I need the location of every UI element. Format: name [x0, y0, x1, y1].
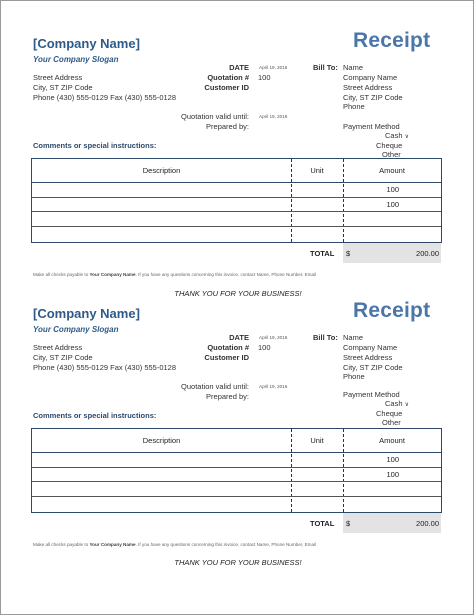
bill-to-company[interactable]: Company Name [343, 73, 398, 82]
quotation-value[interactable]: 100 [258, 343, 271, 352]
phone-fax[interactable]: Phone (430) 555-0129 Fax (430) 555-0128 [33, 363, 177, 372]
prepared-by-label: Prepared by: [206, 122, 249, 131]
unit-header: Unit [310, 436, 324, 445]
date-value[interactable]: April 19, 2016 [259, 335, 288, 340]
checks-note-post: . If you have any questions concerning this invoice, contact Name, Phone Number, Email [135, 272, 317, 277]
amount-header: Amount [379, 436, 405, 445]
payment-other[interactable]: Other [382, 150, 401, 159]
amount-cell[interactable]: 100 [386, 185, 399, 194]
quotation-value[interactable]: 100 [258, 73, 271, 82]
bill-to-phone[interactable]: Phone [343, 372, 365, 381]
valid-until-value[interactable]: April 19, 2016 [259, 114, 288, 119]
prepared-by-label: Prepared by: [206, 392, 249, 401]
column-divider [343, 429, 344, 512]
header-divider [32, 452, 441, 453]
payment-method-label: Payment Method [343, 122, 400, 131]
date-value[interactable]: April 19, 2016 [259, 65, 288, 70]
amount-cell[interactable]: 100 [386, 200, 399, 209]
description-header: Description [142, 166, 181, 175]
bill-to-label: Bill To: [313, 333, 338, 342]
thank-you-message: THANK YOU FOR YOUR BUSINESS! [174, 558, 302, 567]
payment-cash-label: Cash [385, 399, 403, 408]
payment-cheque[interactable]: Cheque [376, 409, 403, 418]
date-label: DATE [229, 63, 249, 72]
customer-id-label: Customer ID [204, 83, 249, 92]
row-divider [32, 481, 441, 482]
payment-cash[interactable] [385, 131, 409, 140]
total-value[interactable]: 200.00 [416, 519, 439, 528]
quotation-label: Quotation # [207, 73, 249, 82]
quotation-label: Quotation # [207, 343, 249, 352]
dropdown-arrow-icon[interactable]: ∨ [404, 402, 410, 408]
amount-header: Amount [379, 166, 405, 175]
checks-note-company: Your Company Name [89, 272, 136, 277]
total-currency: $ [346, 519, 351, 528]
checks-note-pre: Make all checks payable to [33, 272, 90, 277]
company-name[interactable]: [Company Name] [33, 306, 140, 321]
receipt-title: Receipt [353, 29, 431, 52]
checks-note-company: Your Company Name [89, 542, 136, 547]
thank-you-message: THANK YOU FOR YOUR BUSINESS! [174, 289, 302, 298]
description-header: Description [142, 436, 181, 445]
checks-note-pre: Make all checks payable to [33, 542, 90, 547]
city-state-zip[interactable]: City, ST ZIP Code [33, 83, 93, 92]
total-label: TOTAL [310, 519, 335, 528]
receipt-1 [1, 1, 474, 277]
company-slogan[interactable]: Your Company Slogan [33, 55, 119, 64]
column-divider [291, 159, 292, 242]
line-items-table [31, 158, 442, 243]
payment-cash[interactable] [385, 399, 409, 408]
valid-until-label: Quotation valid until: [181, 112, 249, 121]
column-divider [291, 429, 292, 512]
row-divider [32, 211, 441, 212]
payment-cash-label: Cash [385, 131, 403, 140]
bill-to-street[interactable]: Street Address [343, 83, 393, 92]
bill-to-label: Bill To: [313, 63, 338, 72]
valid-until-label: Quotation valid until: [181, 382, 249, 391]
row-divider [32, 197, 441, 198]
company-slogan[interactable]: Your Company Slogan [33, 325, 119, 334]
bill-to-company[interactable]: Company Name [343, 343, 398, 352]
dropdown-arrow-icon[interactable]: ∨ [404, 134, 410, 140]
checks-note-post: . If you have any questions concerning this invoice, contact Name, Phone Number, Email [135, 542, 317, 547]
checks-payable-note [33, 542, 316, 547]
street-address[interactable]: Street Address [33, 73, 83, 82]
row-divider [32, 496, 441, 497]
bill-to-phone[interactable]: Phone [343, 102, 365, 111]
row-divider [32, 467, 441, 468]
receipt-title: Receipt [353, 299, 431, 322]
amount-cell[interactable]: 100 [386, 455, 399, 464]
date-label: DATE [229, 333, 249, 342]
street-address[interactable]: Street Address [33, 343, 83, 352]
bill-to-name[interactable]: Name [343, 333, 364, 342]
total-currency: $ [346, 249, 351, 258]
row-divider [32, 226, 441, 227]
receipt-2 [1, 271, 474, 547]
bill-to-city[interactable]: City, ST ZIP Code [343, 93, 403, 102]
header-divider [32, 182, 441, 183]
payment-method-label: Payment Method [343, 390, 400, 399]
comments-label: Comments or special instructions: [33, 141, 157, 150]
column-divider [343, 159, 344, 242]
total-label: TOTAL [310, 249, 335, 258]
line-items-table [31, 428, 442, 513]
customer-id-label: Customer ID [204, 353, 249, 362]
unit-header: Unit [310, 166, 324, 175]
payment-other[interactable]: Other [382, 418, 401, 427]
total-value[interactable]: 200.00 [416, 249, 439, 258]
bill-to-city[interactable]: City, ST ZIP Code [343, 363, 403, 372]
bill-to-name[interactable]: Name [343, 63, 364, 72]
valid-until-value[interactable]: April 19, 2016 [259, 384, 288, 389]
company-name[interactable]: [Company Name] [33, 36, 140, 51]
amount-cell[interactable]: 100 [386, 470, 399, 479]
bill-to-street[interactable]: Street Address [343, 353, 393, 362]
city-state-zip[interactable]: City, ST ZIP Code [33, 353, 93, 362]
phone-fax[interactable]: Phone (430) 555-0129 Fax (430) 555-0128 [33, 93, 177, 102]
comments-label: Comments or special instructions: [33, 411, 157, 420]
payment-cheque[interactable]: Cheque [376, 141, 403, 150]
